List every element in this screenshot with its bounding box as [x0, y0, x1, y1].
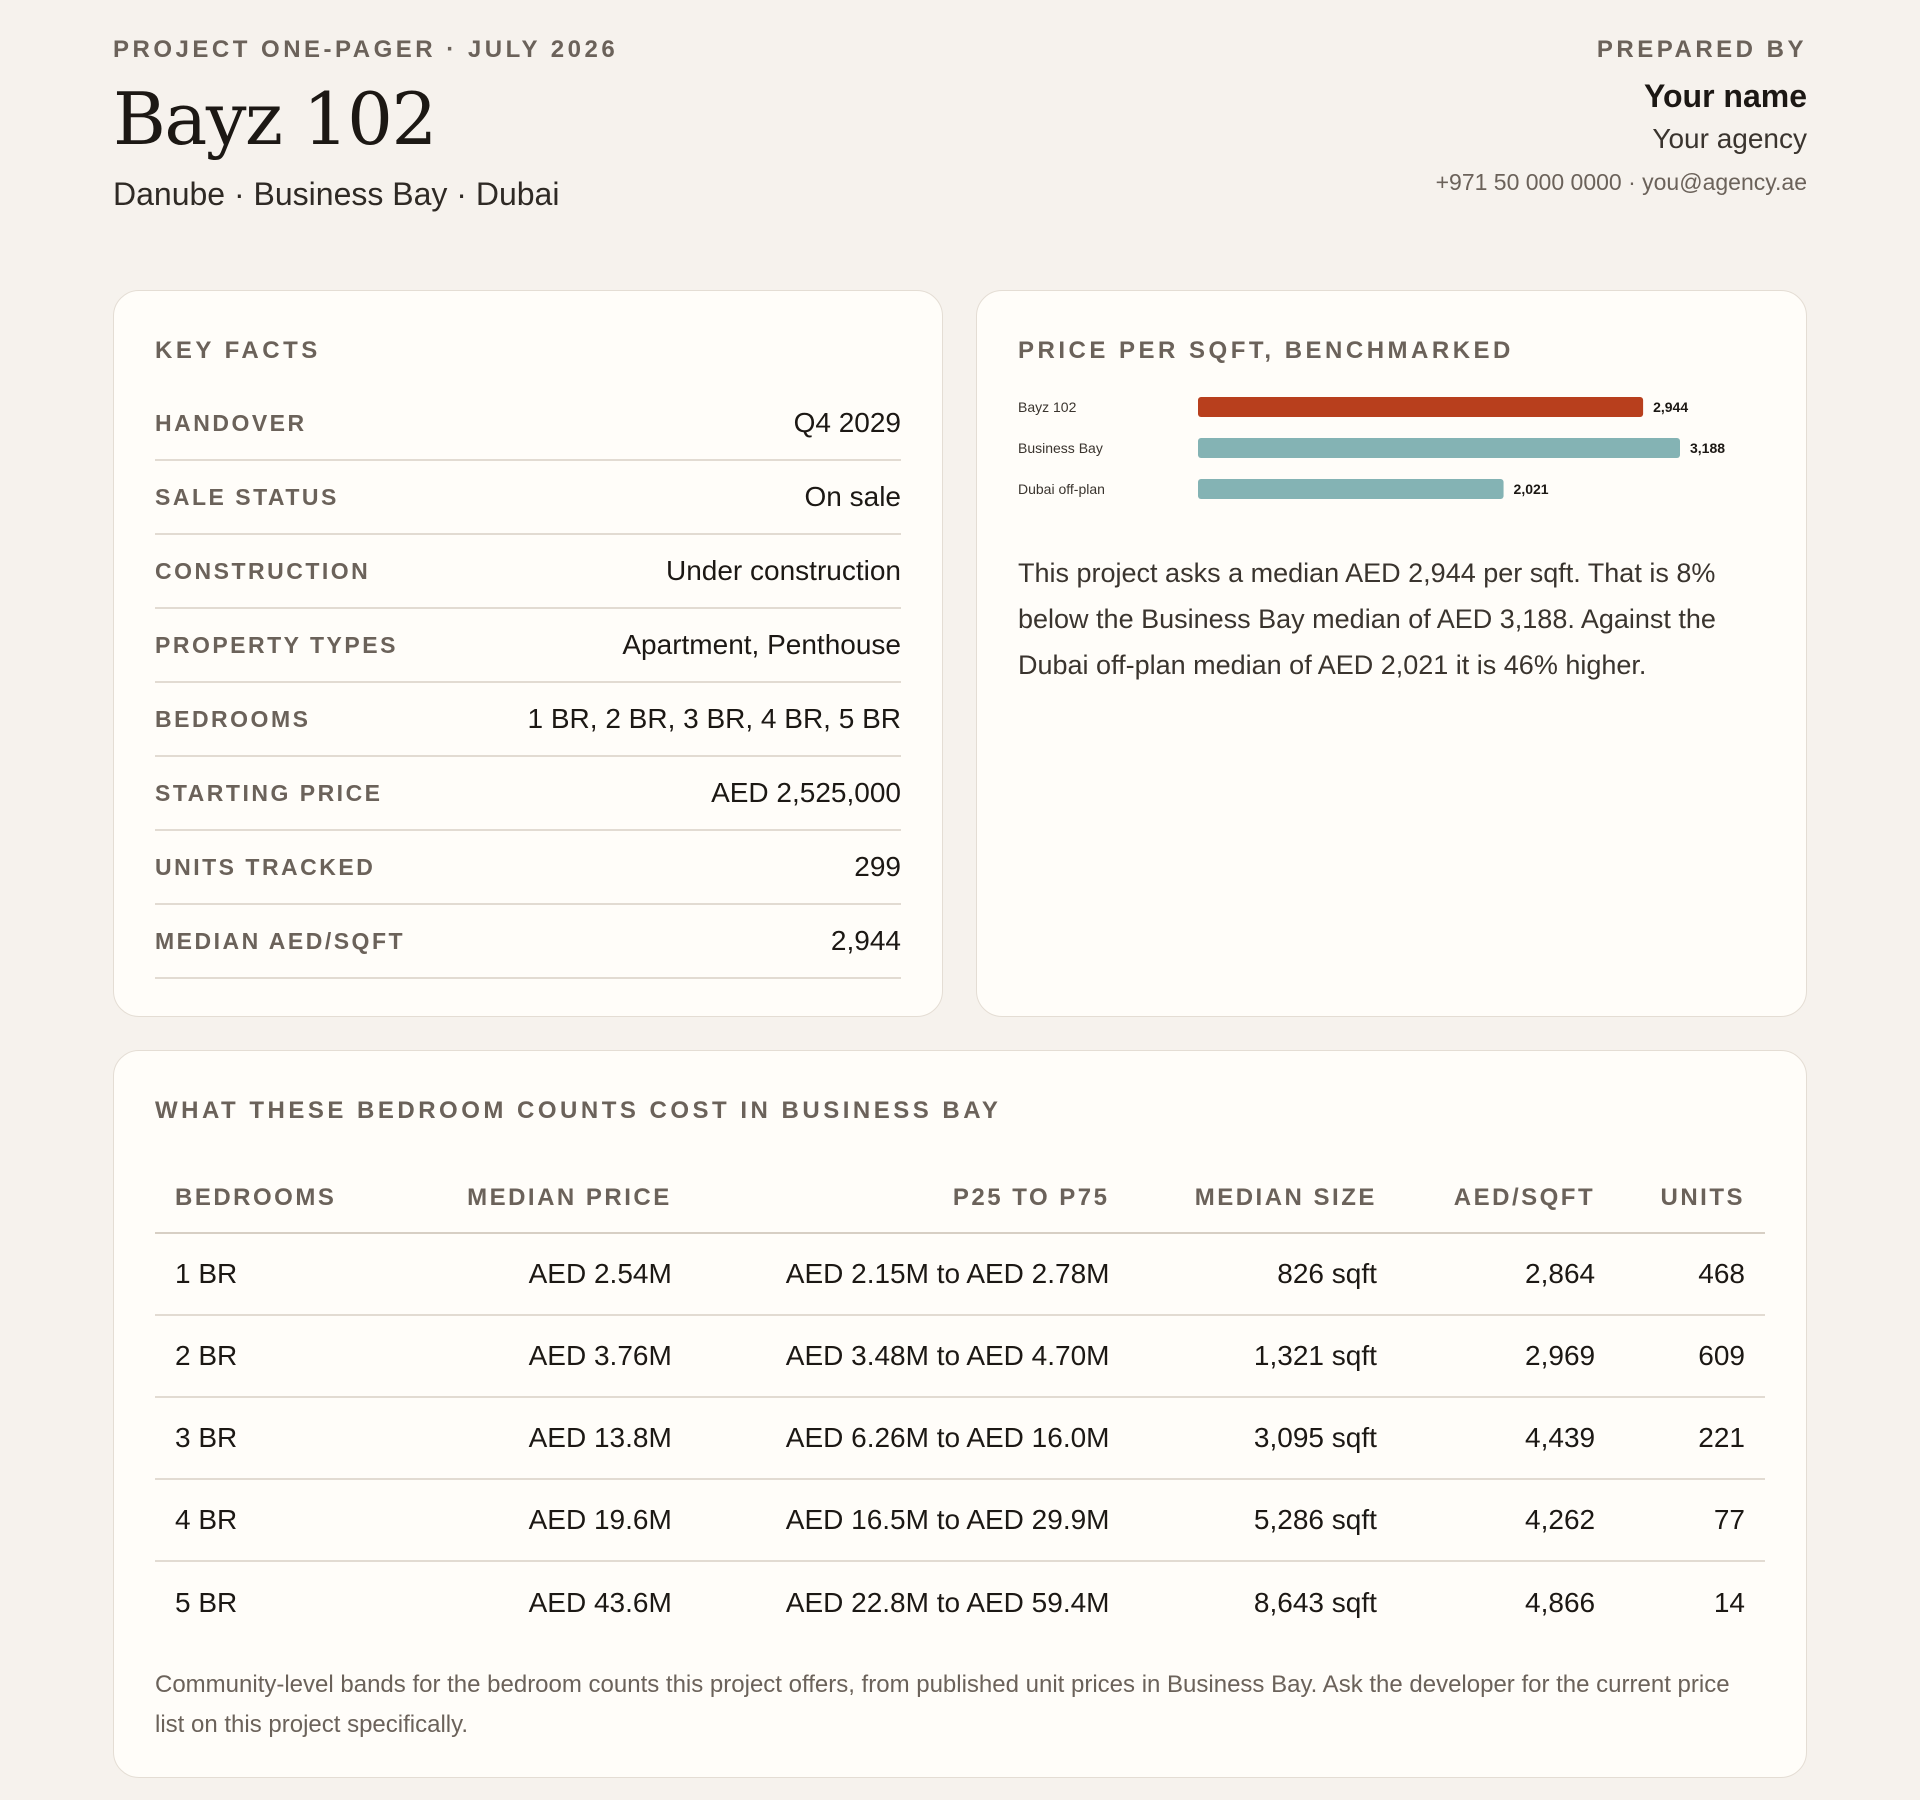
table-cell: 609 — [1615, 1315, 1765, 1397]
fact-value: 299 — [854, 851, 901, 882]
benchmark-card — [976, 290, 1807, 1017]
table-row — [155, 1561, 1765, 1643]
bar — [1198, 438, 1680, 458]
table-cell: 4 BR — [155, 1479, 397, 1561]
fact-value: Under construction — [665, 555, 901, 586]
fact-value: 1 BR, 2 BR, 3 BR, 4 BR, 5 BR — [527, 703, 901, 734]
bedroom-cost-table — [155, 1163, 1765, 1643]
fact-value: Q4 2029 — [793, 407, 901, 438]
page-subtitle: Danube · Business Bay · Dubai — [113, 175, 560, 212]
page-title: Bayz 102 — [113, 77, 436, 161]
key-facts-card — [113, 290, 943, 1017]
col-p25-p75: P25 TO P75 — [692, 1163, 1130, 1233]
table-cell: 5 BR — [175, 1586, 238, 1618]
benchmark-title: PRICE PER SQFT, BENCHMARKED — [1018, 337, 1514, 364]
prepared-label: PREPARED BY — [1596, 36, 1807, 63]
table-footnote: Community-level bands for the bedroom counts this project offers, from published unit prices in Business Bay. Ask the developer for the current price list on this project specifically. — [155, 1671, 1730, 1738]
table-cell: AED 3.48M to AED 4.70M — [692, 1315, 1130, 1397]
benchmark-description: This project asks a median AED 2,944 per sqft. That is 8% below the Business Bay median of AED 3,188. Against the Dubai off-plan median of AED 2,021 it is 46% higher. — [1018, 558, 1716, 680]
bar — [1198, 397, 1643, 417]
prepared-agency: Your agency — [1652, 123, 1807, 154]
prepared-by — [1436, 36, 1807, 196]
fact-label: STARTING PRICE — [155, 779, 383, 806]
fact-value: AED 2,525,000 — [711, 777, 901, 808]
table-row — [155, 1479, 1765, 1561]
fact-value: 2,944 — [830, 925, 901, 956]
bedroom-cost-title: WHAT THESE BEDROOM COUNTS COST IN BUSINESS BAY — [155, 1097, 1002, 1124]
page-header — [113, 36, 1807, 236]
fact-label: SALE STATUS — [155, 483, 339, 510]
table-cell: 3,095 sqft — [1130, 1397, 1397, 1479]
table-cell: AED 2.15M to AED 2.78M — [692, 1233, 1130, 1315]
table-cell: 1,321 sqft — [1130, 1315, 1397, 1397]
fact-row-sale-status — [155, 461, 901, 535]
table-cell: 8,643 sqft — [1253, 1586, 1377, 1618]
table-cell: 4,262 — [1397, 1479, 1615, 1561]
table-cell: 826 sqft — [1130, 1233, 1397, 1315]
bar-category-label: Bayz 102 — [1018, 399, 1077, 415]
key-facts-list — [155, 387, 901, 979]
table-cell: 2,864 — [1397, 1233, 1615, 1315]
table-cell: 14 — [1713, 1586, 1745, 1618]
fact-label: PROPERTY TYPES — [155, 631, 398, 658]
table-cell: AED 19.6M — [397, 1479, 691, 1561]
table-cell: AED 3.76M — [397, 1315, 691, 1397]
bar-category-label: Business Bay — [1018, 440, 1103, 456]
table-cell: AED 6.26M to AED 16.0M — [692, 1397, 1130, 1479]
fact-value: Apartment, Penthouse — [622, 629, 901, 660]
table-cell: AED 13.8M — [397, 1397, 691, 1479]
table-header-row — [155, 1163, 1765, 1233]
prepared-name: Your name — [1644, 78, 1807, 114]
table-cell: AED 43.6M — [528, 1586, 672, 1618]
prepared-contact: +971 50 000 0000 · you@agency.ae — [1435, 169, 1807, 195]
bar-value-label: 2,021 — [1513, 481, 1549, 497]
key-facts-title: KEY FACTS — [155, 337, 321, 364]
bar-category-label: Dubai off-plan — [1018, 481, 1105, 497]
benchmark-bar-chart — [1018, 391, 1766, 511]
bar — [1198, 479, 1504, 499]
bar-value-label: 2,944 — [1653, 399, 1689, 415]
bedroom-cost-card — [113, 1050, 1807, 1778]
table-cell: 2 BR — [155, 1315, 397, 1397]
table-cell: 221 — [1615, 1397, 1765, 1479]
fact-label: BEDROOMS — [155, 705, 311, 732]
table-row — [155, 1397, 1765, 1479]
fact-label: HANDOVER — [155, 409, 307, 436]
eyebrow: PROJECT ONE-PAGER · JULY 2026 — [113, 36, 619, 63]
fact-row-construction — [155, 535, 901, 609]
bar-value-label: 3,188 — [1690, 440, 1726, 456]
table-cell: AED 16.5M to AED 29.9M — [692, 1479, 1130, 1561]
table-cell: 5,286 sqft — [1130, 1479, 1397, 1561]
table-row — [155, 1233, 1765, 1315]
fact-row-handover — [155, 387, 901, 461]
fact-row-property-types — [155, 609, 901, 683]
fact-label: UNITS TRACKED — [155, 853, 376, 880]
table-cell: 4,866 — [1525, 1586, 1596, 1618]
fact-row-bedrooms — [155, 683, 901, 757]
table-cell: 3 BR — [155, 1397, 397, 1479]
col-median-price: MEDIAN PRICE — [397, 1163, 691, 1233]
fact-row-units-tracked — [155, 831, 901, 905]
col-aed-sqft: AED/SQFT — [1397, 1163, 1615, 1233]
table-cell: 2,969 — [1397, 1315, 1615, 1397]
fact-label: CONSTRUCTION — [155, 557, 371, 584]
table-cell: 77 — [1615, 1479, 1765, 1561]
table-cell: AED 2.54M — [397, 1233, 691, 1315]
col-units: UNITS — [1615, 1163, 1765, 1233]
fact-row-median-aed-sqft — [155, 905, 901, 979]
fact-row-starting-price — [155, 757, 901, 831]
table-cell: 468 — [1615, 1233, 1765, 1315]
table-cell: AED 22.8M to AED 59.4M — [785, 1586, 1110, 1618]
col-median-size: MEDIAN SIZE — [1130, 1163, 1397, 1233]
table-row — [155, 1315, 1765, 1397]
table-cell: 4,439 — [1397, 1397, 1615, 1479]
col-bedrooms: BEDROOMS — [155, 1163, 397, 1233]
fact-value: On sale — [804, 481, 901, 512]
table-cell: 1 BR — [155, 1233, 397, 1315]
fact-label: MEDIAN AED/SQFT — [155, 927, 406, 954]
